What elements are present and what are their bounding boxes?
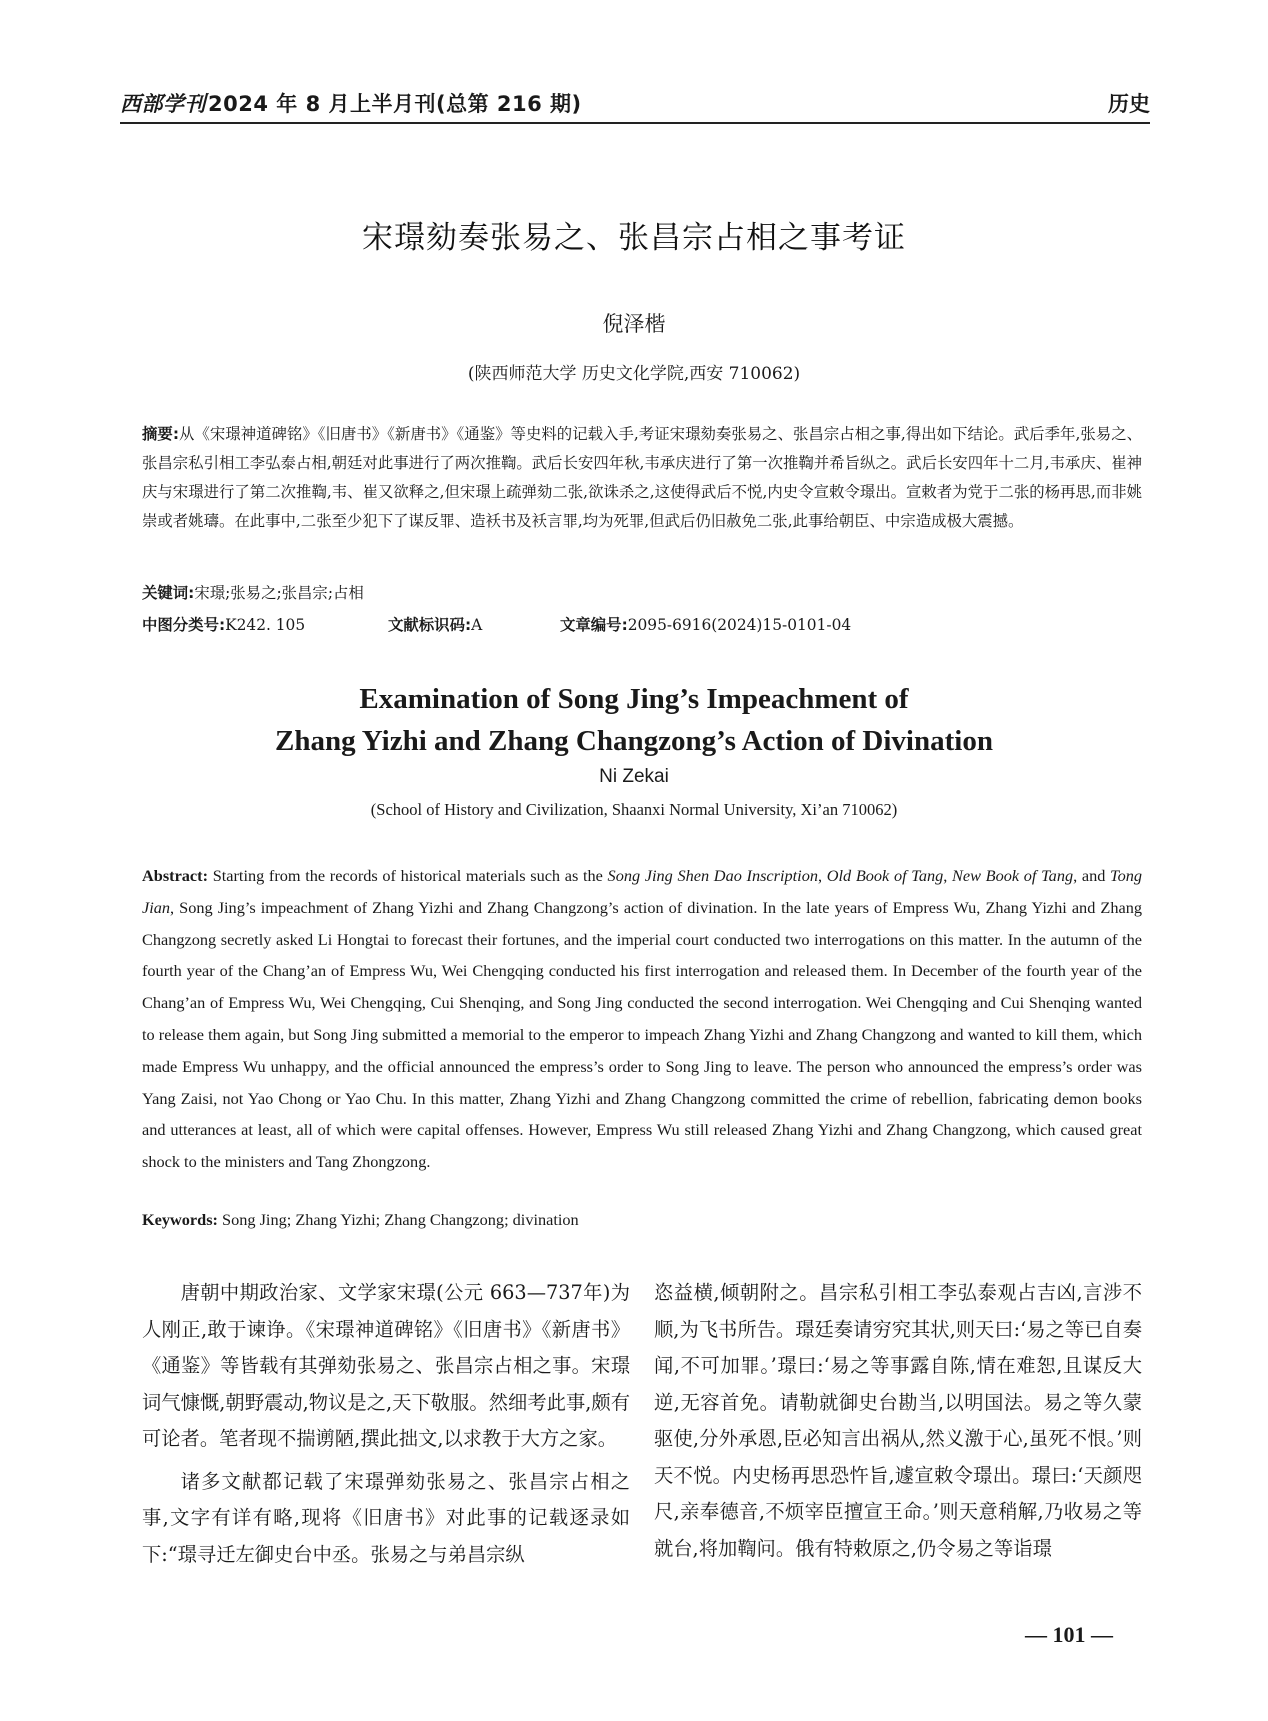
section-name: 历史 xyxy=(1108,92,1150,116)
english-abstract-part: , xyxy=(817,866,827,885)
clc-value: K242. 105 xyxy=(225,616,306,634)
chinese-affiliation: (陕西师范大学 历史文化学院,西安 710062) xyxy=(467,364,801,384)
body-paragraph: 恣益横,倾朝附之。昌宗私引相工李弘泰观占吉凶,言涉不顺,为飞书所告。璟廷奏请穷究其状,则天曰:‘易之等已自奏闻,不可加罪。’璟曰:‘易之等事露自陈,情在难恕,且谋反大逆,无容首免。请勒就御史台勘当,以明国法。易之等久蒙驱使,分外承恩,臣必知言出祸从,然义激于心,虽死不恨。’则天不悦。内史杨再思恐忤旨,遽宣敕令璟出。璟曰:‘天颜咫尺,亲奉德音,不烦宰臣擅宣王命。’则天意稍解,乃收易之等就台,将加鞫问。俄有特敕原之,仍令易之等诣璟 xyxy=(654,1281,1142,1560)
english-title xyxy=(0,678,1268,762)
chinese-title: 宋璟劾奏张易之、张昌宗占相之事考证 xyxy=(362,220,906,256)
english-abstract-title: Old Book of Tang xyxy=(826,866,944,885)
article-number xyxy=(560,613,851,635)
journal-issue xyxy=(120,88,582,118)
body-column-right xyxy=(654,1275,1142,1567)
english-keywords-label: Keywords: xyxy=(142,1210,218,1229)
document-code xyxy=(388,613,482,635)
page-number: — 101 — xyxy=(1025,1622,1113,1647)
english-abstract-part: , xyxy=(943,866,953,885)
document-code-label: 文献标识码: xyxy=(388,616,472,634)
english-title-line1: Examination of Song Jing’s Impeachment of xyxy=(359,683,909,715)
body-column-left xyxy=(142,1275,630,1573)
english-abstract-title: Tong Jian xyxy=(142,866,1143,917)
chinese-abstract-text: 从《宋璟神道碑铭》《旧唐书》《新唐书》《通鉴》等史料的记载入手,考证宋璟劾奏张易之、张昌宗占相之事,得出如下结论。武后季年,张易之、张昌宗私引相工李弘泰占相,朝廷对此事进行了两次推鞫。武后长安四年秋,韦承庆进行了第一次推鞫并希旨纵之。武后长安四年十二月,韦承庆、崔神庆与宋璟进行了第二次推鞫,韦、崔又欲释之,但宋璟上疏弹劾二张,欲诛杀之,这使得武后不悦,内史令宣敕令璟出。宣敕者为党于二张的杨再思,而非姚崇或者姚璹。在此事中,二张至少犯下了谋反罪、造袄书及袄言罪,均为死罪,但武后仍旧赦免二张,此事给朝臣、中宗造成极大震撼。 xyxy=(142,425,1143,530)
english-title-line2: Zhang Yizhi and Zhang Changzong’s Action of Divination xyxy=(275,725,993,757)
issue-text: 2024 年 8 月上半月刊(总第 216 期) xyxy=(208,92,582,116)
english-abstract-part: , and xyxy=(1073,866,1111,885)
journal-logo: 西部学刊 xyxy=(120,91,206,116)
chinese-keywords-text: 宋璟;张易之;张昌宗;占相 xyxy=(194,584,364,602)
clc-label: 中图分类号: xyxy=(142,616,226,634)
english-abstract xyxy=(142,860,1142,1178)
english-abstract-title: New Book of Tang xyxy=(952,866,1074,885)
english-affiliation: (School of History and Civilization, Shaanxi Normal University, Xi’an 710062) xyxy=(370,800,898,819)
chinese-keywords-label: 关键词: xyxy=(142,584,195,602)
english-keywords-text: Song Jing; Zhang Yizhi; Zhang Changzong; divination xyxy=(217,1210,579,1229)
chinese-abstract xyxy=(142,420,1142,536)
chinese-keywords xyxy=(142,581,1142,603)
body-paragraph: 唐朝中期政治家、文学家宋璟(公元 663—737年)为人刚正,敢于谏诤。《宋璟神道碑铭》《旧唐书》《新唐书》《通鉴》等皆载有其弹劾张易之、张昌宗占相之事。宋璟词气慷慨,朝野震动,物议是之,天下敬服。然细考此事,颇有可论者。笔者现不揣谫陋,撰此拙文,以求教于大方之家。 xyxy=(142,1281,630,1450)
article-number-value: 2095-6916(2024)15-0101-04 xyxy=(627,616,852,634)
english-abstract-part: , Song Jing’s impeachment of Zhang Yizhi and Zhang Changzong’s action of divination. In the late years of Empress Wu, Zhang Yizhi and Zhang Changzong secretly asked Li Hongtai to forecast their fortunes, and the imperial court conducted two interrogations on this matter. In the autumn of the fourth year of the Chang’an of Empress Wu, Wei Chengqing conducted his first interrogation and released them. In December of the fourth year of the Chang’an of Empress Wu, Wei Chengqing, Cui Shenqing, and Song Jing conducted the second interrogation. Wei Chengqing and Cui Shenqing wanted to release them again, but Song Jing submitted a memorial to the emperor to impeach Zhang Yizhi and Zhang Changzong and wanted to kill them, which made Empress Wu unhappy, and the official announced the empress’s order to Song Jing to leave. The person who announced the empress’s order was Yang Zaisi, not Yao Chong or Yao Chu. In this matter, Zhang Yizhi and Zhang Changzong committed the crime of rebellion, fabricating demon books and utterances at least, all of which were capital offenses. However, Empress Wu still released Zhang Yizhi and Zhang Changzong, which caused great shock to the ministers and Tang Zhongzong. xyxy=(142,897,1142,1172)
english-author: Ni Zekai xyxy=(599,766,669,787)
article-number-label: 文章编号: xyxy=(560,616,628,634)
english-abstract-part: Starting from the records of historical materials such as the xyxy=(208,866,608,885)
body-paragraph: 诸多文献都记载了宋璟弹劾张易之、张昌宗占相之事,文字有详有略,现将《旧唐书》对此事的记载逐录如下:“璟寻迁左御史台中丞。张易之与弟昌宗纵 xyxy=(142,1469,630,1566)
chinese-abstract-label: 摘要: xyxy=(142,425,179,443)
english-keywords xyxy=(142,1210,1142,1230)
header-rule xyxy=(120,122,1150,124)
running-header xyxy=(120,88,1150,128)
clc-number xyxy=(142,613,305,635)
chinese-author: 倪泽楷 xyxy=(602,312,666,336)
document-code-value: A xyxy=(471,616,483,634)
english-abstract-title: Song Jing Shen Dao Inscription xyxy=(607,866,818,885)
english-abstract-label: Abstract: xyxy=(142,866,209,885)
